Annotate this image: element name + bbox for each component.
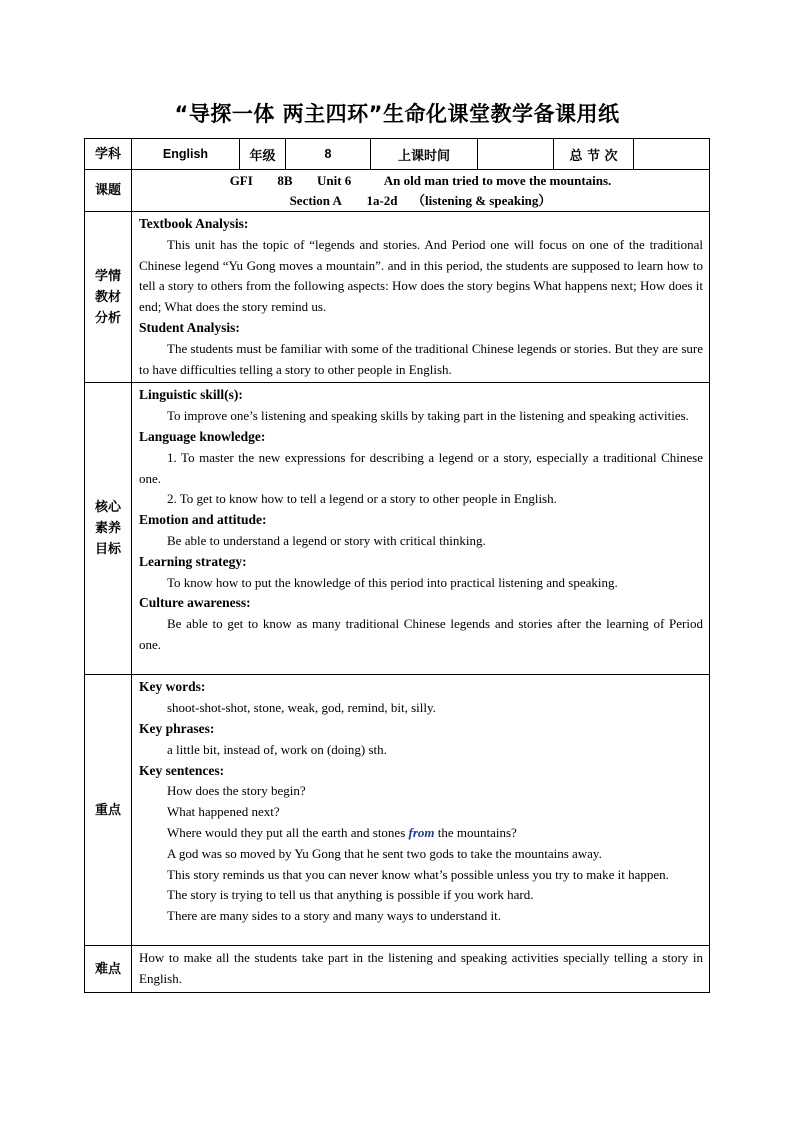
keypoints-content [132, 675, 710, 946]
subject-value: English [132, 139, 240, 170]
topic-row [85, 170, 710, 212]
key-sentence-7: There are many sides to a story and many ways to understand it. [167, 908, 501, 924]
student-analysis-heading: Student Analysis: [139, 319, 240, 335]
emotion-heading: Emotion and attitude: [139, 512, 267, 528]
key-sentence-5: This story reminds us that you can never know what’s possible unless you try to make it happen. [167, 866, 669, 882]
total-periods-value [634, 139, 710, 170]
topic-unit-title: An old man tried to move the mountains. [383, 172, 612, 188]
topic-grade: 8B [277, 172, 293, 188]
subject-label: 学科 [85, 139, 132, 170]
student-analysis-text: The students must be familiar with some of the traditional Chinese legends or stories. But they are sure to have difficulties telling a story to other people in English. [139, 340, 703, 377]
grade-value: 8 [286, 139, 371, 170]
keypoints-label: 重点 [85, 675, 132, 946]
difficulties-label: 难点 [85, 946, 132, 993]
total-periods-label: 总 节 次 [554, 139, 634, 170]
page-title: “导探一体 两主四环”生命化课堂教学备课用纸 [174, 102, 620, 126]
analysis-row [85, 212, 710, 383]
keypoints-row [85, 675, 710, 946]
key-sentence-2: What happened next? [167, 804, 280, 820]
lesson-plan-table [84, 138, 710, 993]
analysis-label: 学情教材分析 [85, 212, 132, 383]
key-words-text: shoot-shot-shot, stone, weak, god, remind, bit, silly. [167, 700, 436, 716]
culture-heading: Culture awareness: [139, 595, 251, 611]
linguistic-text: To improve one’s listening and speaking skills by taking part in the listening and speaking activities. [167, 408, 689, 424]
topic-line-2 [132, 191, 709, 211]
key-sentence-3-emphasis: from [408, 824, 435, 840]
topic-parts: 1a-2d [366, 192, 398, 208]
topic-line-1 [132, 171, 709, 191]
key-sentence-1: How does the story begin? [167, 783, 306, 799]
strategy-text: To know how to put the knowledge of this period into practical listening and speaking. [167, 574, 618, 590]
emotion-text: Be able to understand a legend or story with critical thinking. [167, 532, 486, 548]
header-row [85, 139, 710, 170]
key-sentence-6: The story is trying to tell us that anything is possible if you work hard. [167, 887, 534, 903]
key-sentence-3-end: the mountains? [434, 824, 517, 840]
topic-content [132, 170, 710, 212]
topic-gfi: GFI [229, 172, 253, 188]
key-sentence-3 [139, 823, 703, 844]
culture-text: Be able to get to know as many traditional Chinese legends and stories after the learning of Period one. [139, 616, 703, 652]
key-phrases-text: a little bit, instead of, work on (doing) sth. [167, 741, 387, 757]
strategy-heading: Learning strategy: [139, 553, 247, 569]
class-time-value [478, 139, 554, 170]
difficulties-row [85, 946, 710, 993]
literacy-content [132, 383, 710, 675]
language-heading: Language knowledge: [139, 428, 266, 444]
difficulties-content [132, 946, 710, 993]
key-sentence-3-start: Where would they put all the earth and stones [167, 824, 409, 840]
textbook-analysis-heading: Textbook Analysis: [139, 216, 249, 231]
key-sentence-4: A god was so moved by Yu Gong that he sent two gods to take the mountains away. [167, 845, 602, 861]
topic-skills: （listening & speaking） [412, 192, 552, 208]
key-words-heading: Key words: [139, 679, 206, 695]
grade-label: 年级 [240, 139, 286, 170]
topic-label: 课题 [85, 170, 132, 212]
class-time-label: 上课时间 [371, 139, 478, 170]
linguistic-heading: Linguistic skill(s): [139, 387, 243, 403]
topic-section: Section A [289, 192, 342, 208]
difficulties-text: How to make all the students take part in the listening and speaking activities specially telling a story in English. [139, 950, 703, 987]
analysis-content [132, 212, 710, 383]
textbook-analysis-text: This unit has the topic of “legends and stories. And Period one will focus on one of the traditional Chinese legend “Yu Gong moves a mountain”. and in this period, the students are supposed to learn how to tell a story to others from the following aspects: How does the story begins What happens next; How does it end; What does the story remind us. [139, 236, 703, 315]
literacy-row [85, 383, 710, 675]
literacy-label: 核心素养目标 [85, 383, 132, 675]
language-item-1: 1. To master the new expressions for describing a legend or a story, especially a traditional Chinese one. [139, 449, 703, 486]
key-sentences-heading: Key sentences: [139, 762, 225, 778]
key-phrases-heading: Key phrases: [139, 720, 215, 736]
language-item-2: 2. To get to know how to tell a legend or a story to other people in English. [167, 491, 557, 507]
topic-unit: Unit 6 [316, 172, 352, 188]
